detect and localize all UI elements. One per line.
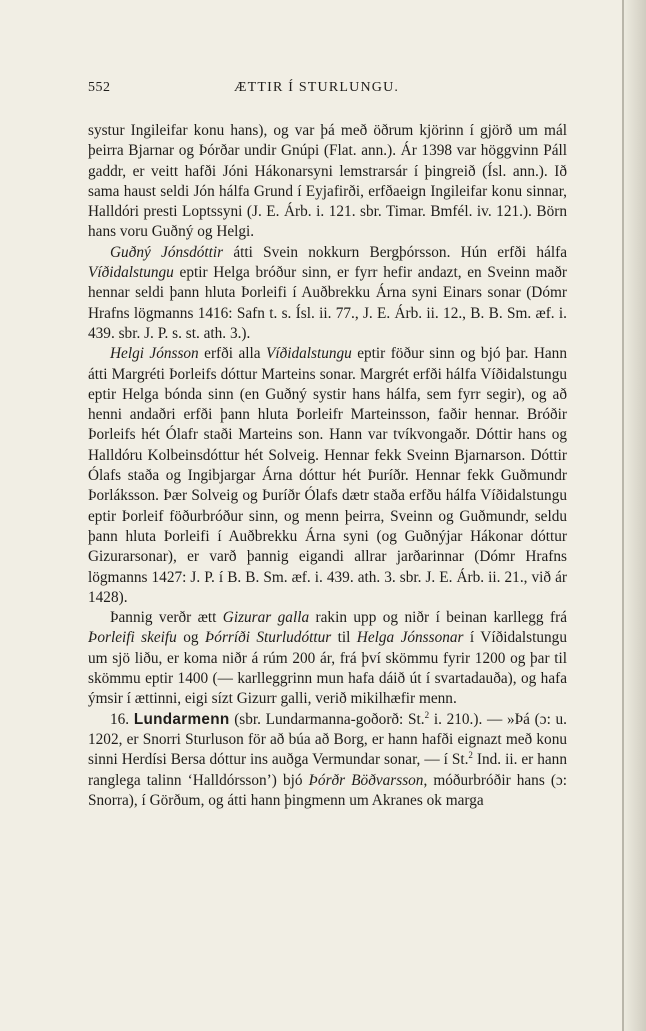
text-run: Þannig verðr ætt <box>110 609 223 627</box>
text-run: erfði alla <box>198 345 266 363</box>
text-run: í Víðidalstungu um sjö liðu, er koma niðr á rúm 200 ár, frá því skömmu fyrir 1200 og þar til skömmu eptir 1400 (— karlleggrinn mun hafa dáið út í svartadauða), og hafa ýmsir í ættinni, eigi sízt Gizurr galli, verið mikilhæfir menn. <box>88 629 567 708</box>
running-title: ÆTTIR Í STURLUNGU. <box>234 80 400 95</box>
superscript: 2 <box>468 750 473 761</box>
paragraph-p5 <box>88 710 567 811</box>
italic-name: Gizurar galla <box>222 609 310 627</box>
italic-name: Þorleifi skeifu <box>88 629 177 647</box>
text-run: systur Ingileifar konu hans), og var þá með öðrum kjörinn í gjörð um mál þeirra Bjarnar og Þórðar undir Gnúpi (Flat. ann.). Ár 1398 var höggvinn Páll gaddr, er veitt hafði Jóni Hákonarsyni lemstrarsár í þingreið (Ísl. ann.). Ið sama haust seldi Jón hálfa Grund í Eyjafirði, erfðaeign Ingileifar konu sinnar, Halldóri presti Loptssyni (J. E. Árb. i. 121. sbr. Timar. Bmfél. iv. 121.). Börn hans voru Guðný og Helgi. <box>88 122 567 241</box>
section-heading-word: Lundarmenn <box>133 710 230 728</box>
italic-name: Víðidalstungu <box>265 345 352 363</box>
text-run: rakin upp og niðr í beinan karllegg frá <box>309 609 567 627</box>
italic-name: Helgi Jónsson <box>110 345 199 363</box>
text-run: 16. <box>110 710 134 728</box>
text-run: eptir Helga bróður sinn, er fyrr hefir andazt, en Sveinn maðr hennar seldi þann hluta Þorleifi í Auðbrekku Árna syni Einars sonar (Dómr Hrafns lögmanns 1416: Safn t. s. Ísl. ii. 77., J. E. Árb. ii. 12., B. B. Sm. æf. i. 439. sbr. J. P. s. st. ath. 3.). <box>88 264 567 342</box>
paragraph-p3 <box>88 344 567 608</box>
page-number: 552 <box>88 80 111 95</box>
text-run: Ind. ii. er hann ranglega talinn ‘Halldórsson’) bjó <box>88 751 567 789</box>
text-run: , móðurbróðir hans (ɔ: Snorra), í Görðum, og átti hann þingmenn um Akranes ok marga <box>88 771 567 809</box>
italic-name: Víðidalstungu <box>88 264 174 282</box>
italic-name: Þórríði Sturludóttur <box>204 629 332 647</box>
text-run: til <box>331 629 357 647</box>
paragraph-p1 <box>88 121 567 243</box>
italic-name: Guðný Jónsdóttir <box>110 243 224 261</box>
text-run: (sbr. Lundarmanna-goðorð: St. <box>229 710 425 728</box>
superscript: 2 <box>424 709 430 720</box>
body-text <box>88 121 567 811</box>
italic-name: Þórðr Böðvarsson <box>308 771 424 789</box>
text-run: átti Svein nokkurn Bergþórsson. Hún erfði hálfa <box>223 243 567 261</box>
page-edge <box>624 0 646 1031</box>
running-header <box>88 80 566 100</box>
paragraph-p2 <box>88 243 567 344</box>
text-run: i. 210.). — »Þá (ɔ: u. 1202, er Snorri Sturluson för að búa að Borg, er hann hafði eignazt með konu sinni Herdísi Bersa dóttur ins auðga Vermundar sonar, — í St. <box>88 710 567 769</box>
paragraph-p4 <box>88 608 567 709</box>
text-run: eptir föður sinn og bjó þar. Hann átti Margréti Þorleifs dóttur Marteins sonar. Margrét erfði hálfa Víðidalstungu eptir Helga bónda sinn (en Guðný systir hans hálfa, sem fyrr segir), og að henni andaðri erfði þann hluta Þorleifr Marteinsson, faðir hennar. Bróðir Þorleifs hét Ólafr staði Marteins son. Hann var tvíkvongaðr. Dóttir hans og Halldóru Kolbeinsdóttur hét Solveig. Hennar fekk Sveinn Bjarnarson. Dóttir Ólafs staða og Ingibjargar Árna dóttur hét Þuríðr. Hennar fekk Guðmundr Þorláksson. Þær Solveig og Þuríðr Ólafs dætr staða erfðu hálfa Víðidalstungu eptir Þorleif föðurbróður sinn, og menn þeirra, Sveinn og Guðmundr, seldu þann hluta Þorleifi í Auðbrekku Árna syni (og Guðnýjar Hákonar dóttur Gizurarsonar), er varð þannig eigandi allrar jarðarinnar (Dómr Hrafns lögmanns 1427: J. P. í B. B. Sm. æf. i. 439. ath. 3. sbr. J. E. Árb. ii. 21., við ár 1428). <box>88 345 567 606</box>
italic-name: Helga Jónssonar <box>356 629 464 647</box>
text-run: og <box>176 629 205 647</box>
